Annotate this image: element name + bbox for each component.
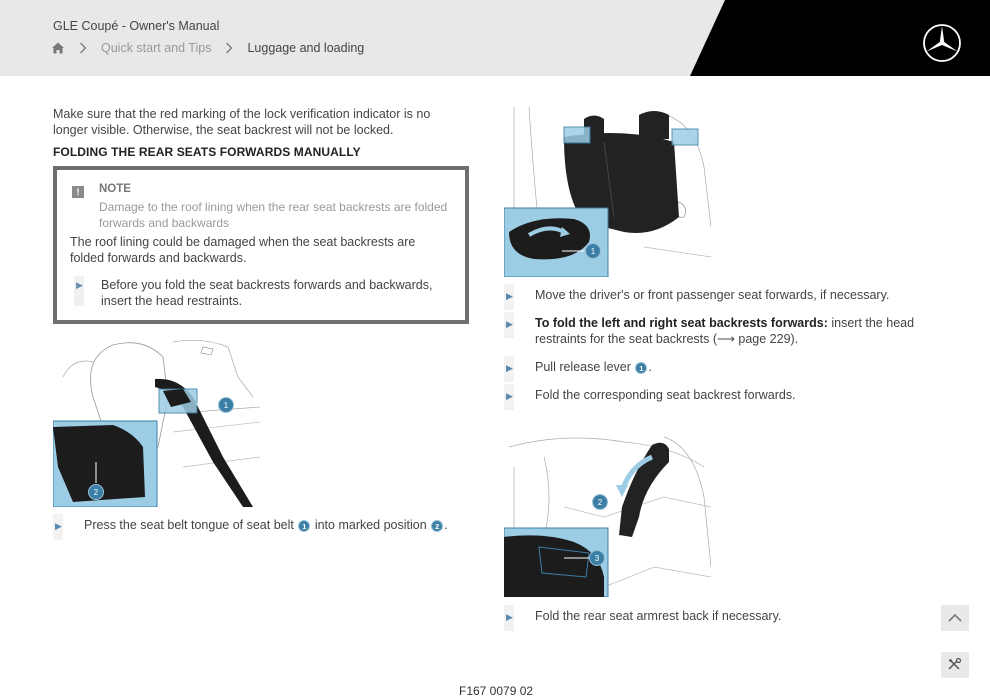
chevron-up-icon <box>948 611 962 625</box>
figure-marker-2-label: 2 <box>597 498 603 507</box>
note-label: NOTE <box>99 183 131 195</box>
step-text-after: . <box>648 360 652 374</box>
chevron-right-icon <box>225 42 235 54</box>
triangle-right-icon: ▶ <box>506 291 513 301</box>
marker-badge-2: 2 <box>431 520 443 532</box>
section-heading: FOLDING THE REAR SEATS FORWARDS MANUALLY <box>53 145 361 159</box>
note-step-text: Before you fold the seat backrests forwards and backwards, insert the head restraints. <box>101 278 433 308</box>
figure-marker-1-label: 1 <box>223 401 229 410</box>
triangle-right-icon: ▶ <box>76 280 83 290</box>
step-plain-text: insert the head restraints for the seat backrests (⟶ page 229). <box>535 316 915 346</box>
triangle-right-icon: ▶ <box>506 612 513 622</box>
note-body: The roof lining could be damaged when the seat backrests are folded forwards and backwards. <box>70 235 416 265</box>
manual-title: GLE Coupé - Owner's Manual <box>53 19 220 33</box>
right-step-1 <box>504 287 924 303</box>
right-step-4 <box>504 387 924 403</box>
right-step-3 <box>504 359 924 375</box>
intro-paragraph: Make sure that the red marking of the lock verification indicator is no longer visible. Otherwise, the seat backrest will not be locked. <box>53 107 431 137</box>
figure-code: F167 0079 02 <box>459 684 534 698</box>
mercedes-star-logo <box>922 23 962 63</box>
breadcrumb <box>51 41 364 55</box>
triangle-right-icon: ▶ <box>506 391 513 401</box>
triangle-right-icon: ▶ <box>55 521 62 531</box>
marker-badge-1: 1 <box>635 362 647 374</box>
note-box <box>53 166 469 324</box>
chevron-right-icon <box>79 42 89 54</box>
tools-icon <box>948 658 962 673</box>
right-step-2 <box>504 315 924 347</box>
step-text-middle: into marked position <box>314 518 427 532</box>
home-icon[interactable] <box>51 41 65 55</box>
step-text <box>535 359 652 375</box>
right-step-final <box>504 608 924 624</box>
triangle-right-icon: ▶ <box>506 319 513 329</box>
step-text: Move the driver's or front passenger seat forwards, if necessary. <box>535 288 890 302</box>
step-text: Fold the corresponding seat backrest forwards. <box>535 388 796 402</box>
note-subtitle: Damage to the roof lining when the rear seat backrests are folded forwards and backwards <box>99 200 448 230</box>
step-bold-text: To fold the left and right seat backrests forwards: <box>535 316 828 330</box>
exclamation-icon: ! <box>72 186 84 198</box>
marker-badge-1: 1 <box>298 520 310 532</box>
step-text-before: Press the seat belt tongue of seat belt <box>84 518 294 532</box>
seat-belt-illustration <box>53 337 260 507</box>
seat-backrest-fold-illustration <box>504 427 711 597</box>
scroll-to-top-button[interactable] <box>941 605 969 631</box>
figure-marker-2-label: 2 <box>93 488 99 497</box>
breadcrumb-link-quick-start[interactable]: Quick start and Tips <box>101 41 212 55</box>
figure-marker-3-label: 3 <box>594 554 600 563</box>
breadcrumb-current: Luggage and loading <box>247 41 365 55</box>
step-text: Fold the rear seat armrest back if necessary. <box>535 609 782 623</box>
page-header <box>0 0 990 76</box>
step-text <box>535 315 924 347</box>
step-text-after: . <box>444 518 448 532</box>
rear-seat-release-illustration <box>504 107 711 277</box>
figure-marker-1-label: 1 <box>590 247 596 256</box>
left-step-seat-belt <box>53 517 473 533</box>
tools-button[interactable] <box>941 652 969 678</box>
step-text-before: Pull release lever <box>535 360 631 374</box>
step-text <box>84 517 448 533</box>
triangle-right-icon: ▶ <box>506 363 513 373</box>
